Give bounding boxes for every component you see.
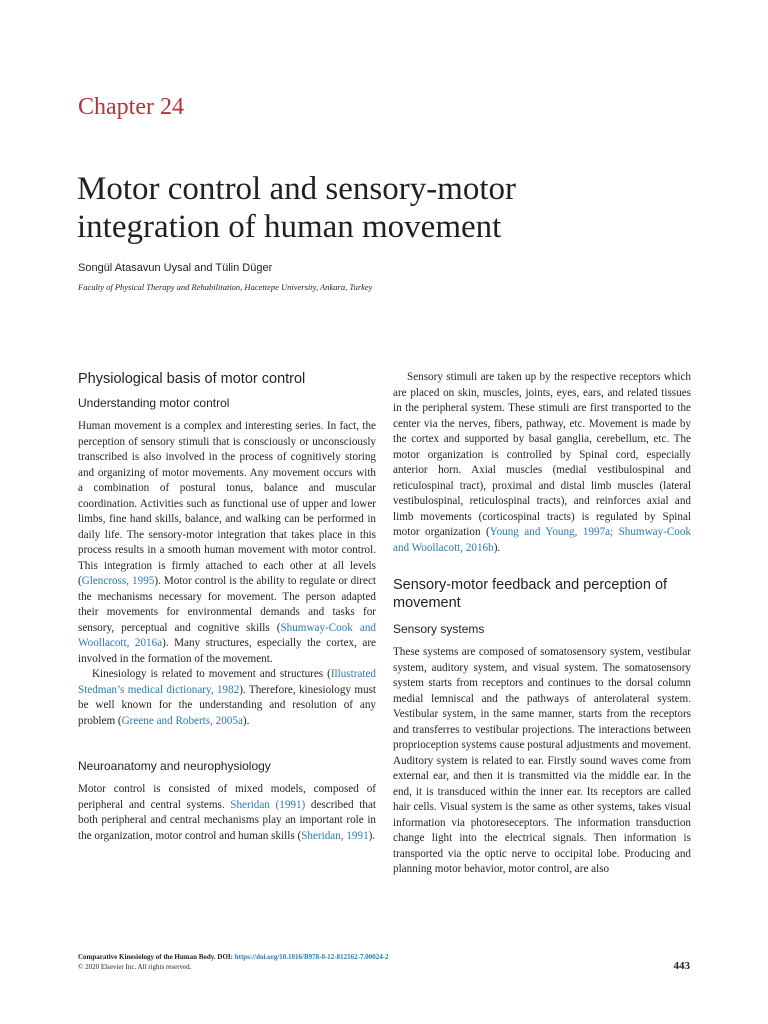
footer-book-title: Comparative Kinesiology of the Human Body. DOI:: [78, 953, 235, 961]
chapter-title-line-1: Motor control and sensory-motor: [77, 171, 517, 207]
paragraph-kinesiology: [78, 667, 376, 729]
text-span: ). Many structures, especially the cortex, are involved in the formation of the movement.: [78, 637, 376, 665]
paragraph-human-movement: [78, 419, 376, 667]
chapter-label: Chapter 24: [78, 94, 184, 120]
text-span: ). Motor control is the ability to regulate or direct the mechanisms necessary for movement. The person adapted their movements for environmental demands and tasks for sensory, perceptual and cognitive skills (: [78, 575, 376, 634]
citation-link[interactable]: Glencross, 1995: [81, 575, 155, 587]
paragraph-mixed-models: [78, 782, 376, 844]
text-span: Human movement is a complex and interesting series. In fact, the perception of sensory stimuli that is consciously or unconsciously transcribed is also involved in the process of cognitively storing and organizing of motor movements. Any movement occurs with a combination of postural tonus, balance and muscular coordination. Activities such as functional use of upper and lower limbs, fine hand skills, balance, and walking can be performed in daily life. The sensory-motor integration that takes place in this process results in a smooth human movement with motor control. This integration is firmly attached to each other at all levels (: [78, 420, 376, 587]
citation-link[interactable]: Shumway-Cook and Woollacott, 2016a: [78, 621, 376, 649]
paragraph-sensory-systems: These systems are composed of somatosensory system, vestibular system, auditory system, and visual system. The somatosensory system starts from receptors and continues to the dorsal column medial lemniscal and the pathways of anterolateral system. Vestibular system, in the same manner, starts from the receptors and transferres to vestibular projections. The interactions between proprioception systems cause postural adjustments and movement. Auditory system is related to ear. Firstly sound waves come from external ear, and then it is transmitted via the middle ear. In the end, it is transduced within the inner ear. Its receptors are called hair cells. Visual system is the same as other systems, takes visual information via photoreseceptors. The information transduction change light into the electrical signals. Then information is transported via the optic nerve to occipital lobe. Producing and planning motor behavior, motor control, are also: [393, 646, 691, 875]
section-heading-physiological-basis: Physiological basis of motor control: [78, 371, 306, 387]
text-span: described that both peripheral and central mechanisms play an important role in the organization, motor control and human skills (: [78, 798, 376, 842]
citation-link[interactable]: Sheridan (1991): [230, 798, 306, 811]
footer-citation: [78, 952, 389, 962]
text-span: Sensory stimuli are taken up by the respective receptors which are placed on skin, muscles, joints, eyes, ears, and related tissues in the peripheral system. These stimuli are first transported to the center via the nerves, fibers, pathway, etc. Movement is made by the cortex and supported by basal ganglia, cerebellum, etc. The motor organization is controlled by Spinal cord, especially anterior horn. Axial muscles (medial vestibulospinal and reticulospinal tract), proximal and distal limb muscles (lateral vestibulospinal, reticulospinal tracts), and reinforces axial and limb movements (corticospinal tracts) is regulated by Spinal motor organization (: [393, 371, 691, 538]
subheading-neuroanatomy: Neuroanatomy and neurophysiology: [78, 759, 271, 773]
chapter-title-line-2: integration of human movement: [77, 209, 502, 245]
section-heading-sensory-motor-feedback: Sensory-motor feedback and perception of movement: [393, 577, 668, 611]
subheading-understanding-motor-control: Understanding motor control: [78, 396, 230, 410]
text-span: ).: [493, 541, 501, 554]
footer: [78, 952, 389, 972]
text-span: ).: [368, 829, 376, 842]
citation-link[interactable]: Young and Young, 1997a; Shumway-Cook and Woollacott, 2016b: [393, 526, 691, 554]
affiliation: Faculty of Physical Therapy and Rehabilitation, Hacettepe University, Ankara, Turkey: [78, 282, 373, 292]
citation-link[interactable]: Sheridan, 1991: [301, 829, 369, 842]
authors: Songül Atasavun Uysal and Tülin Düger: [78, 262, 273, 274]
subheading-sensory-systems: Sensory systems: [393, 622, 485, 636]
text-span: Kinesiology is related to movement and structures (: [92, 668, 331, 680]
chapter-title: [77, 170, 697, 246]
footer-copyright: © 2020 Elsevier Inc. All rights reserved.: [78, 963, 192, 971]
left-column: [78, 370, 376, 844]
paragraph-sensory-stimuli: [393, 370, 691, 556]
citation-link[interactable]: Greene and Roberts, 2005a: [121, 714, 243, 727]
citation-link[interactable]: Illustrated Stedman’s medical dictionary, 1982: [78, 668, 376, 696]
doi-link[interactable]: https://doi.org/10.1016/B978-0-12-812162-7.00024-2: [234, 953, 389, 961]
text-span: ).: [242, 714, 250, 727]
text-span: Motor control is consisted of mixed models, composed of peripheral and central systems.: [78, 783, 376, 811]
right-column: [393, 370, 691, 878]
page-number: 443: [673, 960, 690, 972]
text-span: ). Therefore, kinesiology must be well known for the understanding and resolution of any problem (: [78, 683, 377, 727]
